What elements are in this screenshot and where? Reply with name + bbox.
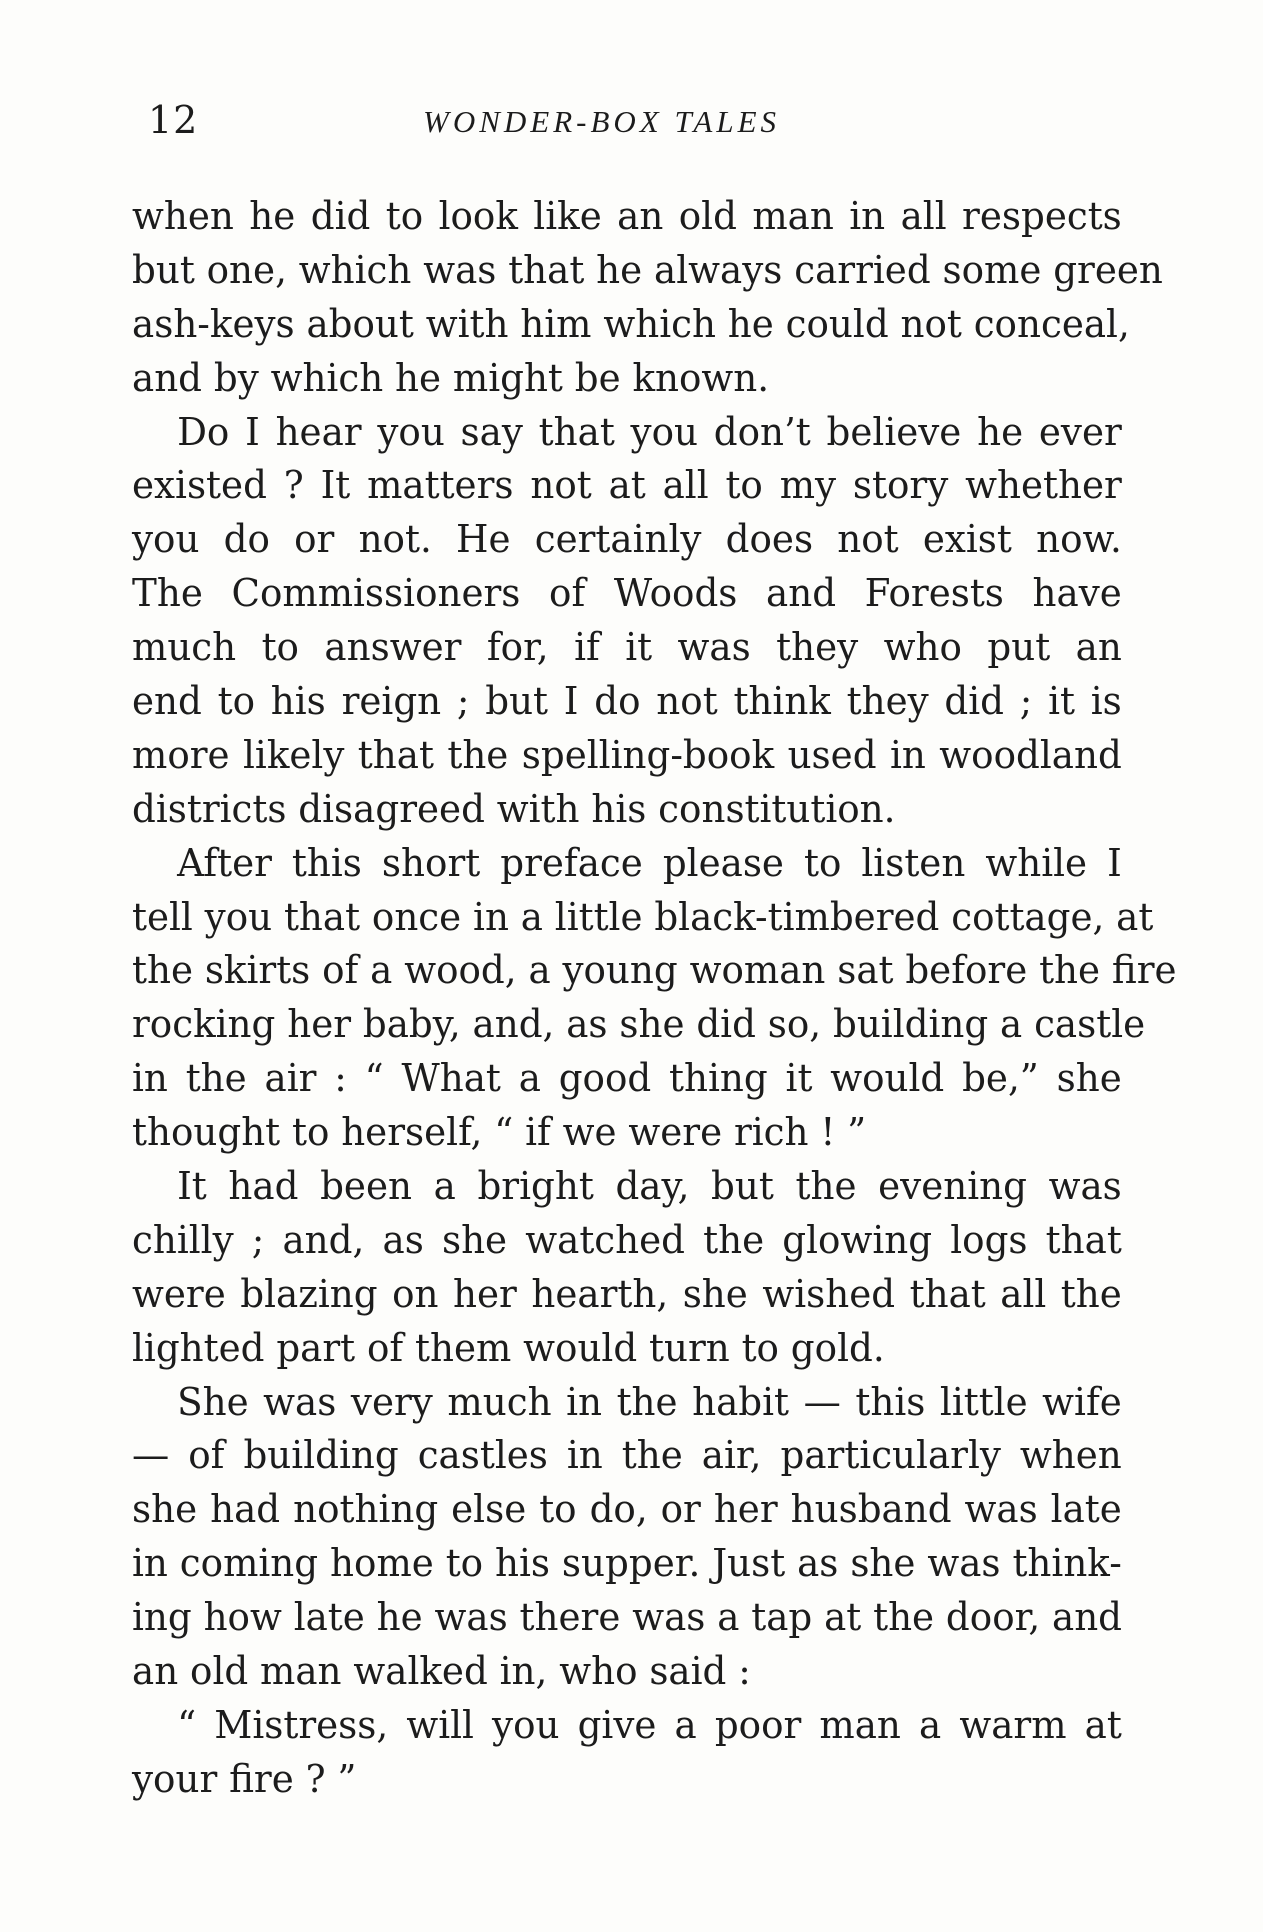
paragraph: [132, 837, 1177, 1160]
text-line: existed ? It matters not at all to my story whether: [132, 463, 1122, 508]
text-line: you do or not. He certainly does not exist now.: [132, 517, 1122, 562]
text-line: in the air : “ What a good thing it would be,” she: [132, 1056, 1122, 1101]
text-line: were blazing on her hearth, she wished that all the: [132, 1271, 1122, 1316]
paragraph: [132, 1699, 1122, 1807]
text-line: Do I hear you say that you don’t believe he ever: [177, 409, 1122, 454]
text-line: but one, which was that he always carried some green: [132, 247, 1163, 292]
text-line: After this short preface please to listen while I: [177, 840, 1122, 885]
text-line: an old man walked in, who said :: [132, 1649, 751, 1694]
text-line: ash-keys about with him which he could not conceal,: [132, 301, 1130, 346]
text-line: the skirts of a wood, a young woman sat before the fire: [132, 948, 1177, 993]
paragraph: [132, 1160, 1122, 1376]
body-text: [132, 190, 1177, 1807]
book-title: WONDER-BOX TALES: [423, 104, 781, 139]
page-number: 12: [148, 98, 199, 142]
text-line: It had been a bright day, but the evening was: [177, 1164, 1122, 1209]
text-line: tell you that once in a little black-timbered cottage, at: [132, 894, 1154, 939]
text-line: She was very much in the habit — this little wife: [177, 1379, 1122, 1424]
text-line: more likely that the spelling-book used in woodland: [132, 732, 1122, 777]
text-line: — of building castles in the air, particularly when: [132, 1433, 1122, 1478]
text-line: she had nothing else to do, or her husband was late: [132, 1487, 1122, 1532]
running-head: [148, 98, 1148, 148]
text-line: lighted part of them would turn to gold.: [132, 1325, 885, 1370]
paragraph: [132, 1376, 1122, 1699]
text-line: chilly ; and, as she watched the glowing logs that: [132, 1217, 1122, 1262]
text-line: when he did to look like an old man in all respects: [132, 194, 1122, 238]
text-line: thought to herself, “ if we were rich ! ”: [132, 1110, 867, 1155]
text-line: end to his reign ; but I do not think they did ; it is: [132, 679, 1122, 724]
text-line: much to answer for, if it was they who put an: [132, 625, 1122, 670]
text-line: The Commissioners of Woods and Forests have: [132, 571, 1122, 616]
paragraph: [132, 406, 1122, 837]
text-line: and by which he might be known.: [132, 355, 770, 400]
paragraph: [132, 190, 1163, 406]
text-line: your fire ? ”: [132, 1756, 357, 1801]
text-line: districts disagreed with his constitution.: [132, 786, 896, 831]
text-line: rocking her baby, and, as she did so, building a castle: [132, 1002, 1146, 1047]
text-line: “ Mistress, will you give a poor man a warm at: [177, 1702, 1122, 1747]
text-line: in coming home to his supper. Just as she was think-: [132, 1541, 1122, 1586]
text-line: ing how late he was there was a tap at the door, and: [132, 1595, 1123, 1640]
